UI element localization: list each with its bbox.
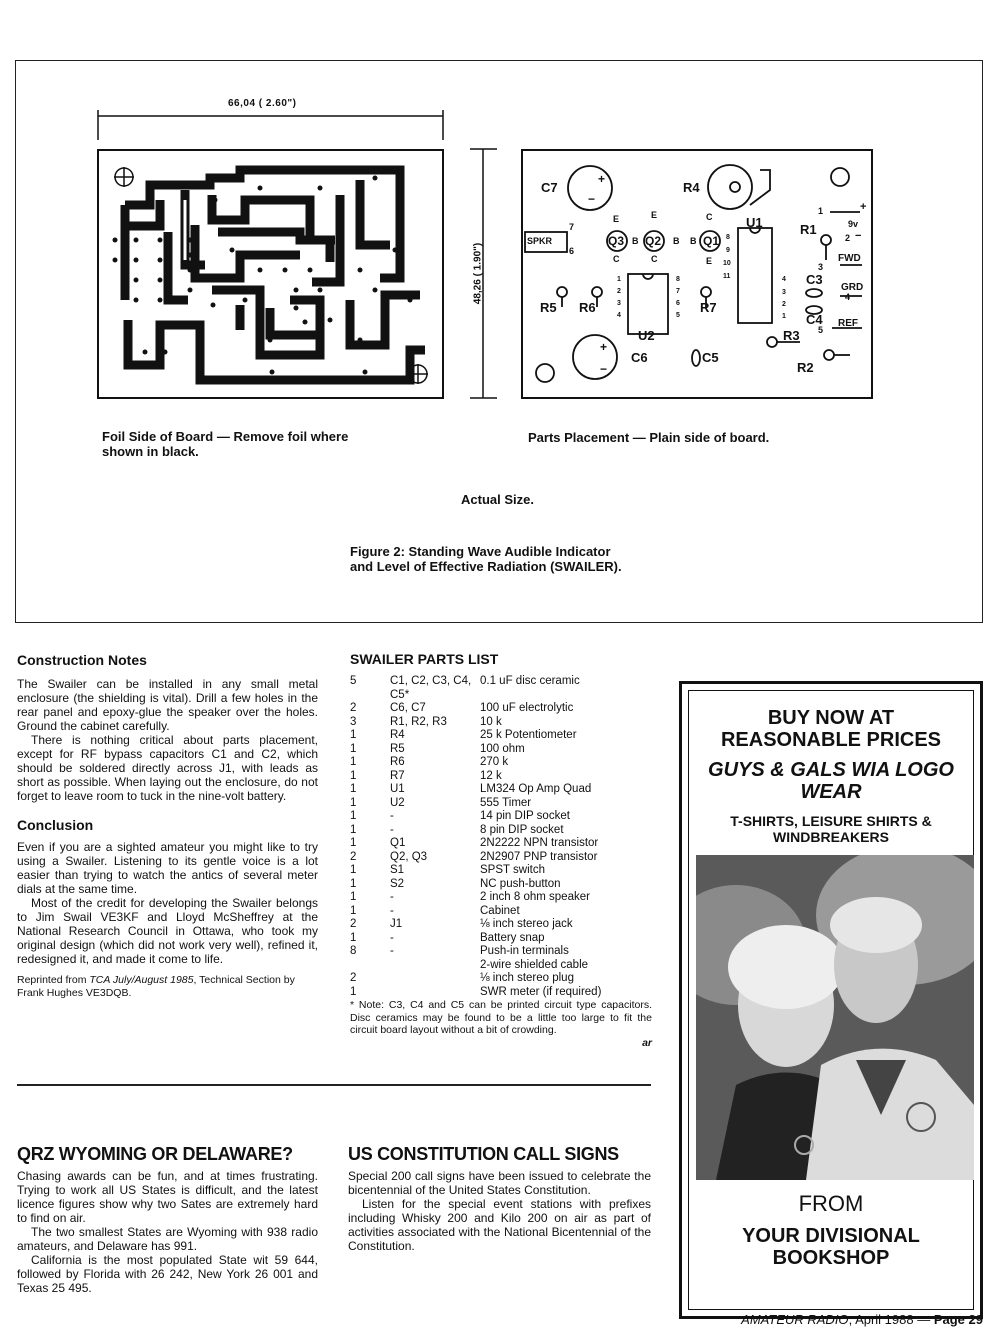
footer-publication: AMATEUR RADIO	[741, 1312, 849, 1327]
us-constitution-p1: Special 200 call signs have been issued to celebrate the bicentennial of the United States Constitution.	[348, 1169, 651, 1197]
pcb-diagrams	[0, 0, 1000, 430]
ad-line2: REASONABLE PRICES	[720, 729, 942, 751]
parts-value: 25 k Potentiometer	[480, 729, 577, 741]
footer-date: , April 1988 —	[848, 1312, 934, 1327]
parts-qty: 1	[350, 823, 357, 836]
conclusion-p2: Most of the credit for developing the Swailer belongs to Jim Swail VE3KF and Lloyd McSheffrey at the National Research Council in Ottawa, who took my original design (which did not work very well), refined it, redesigned it, and made it come to life.	[17, 896, 318, 966]
label-c7: C7	[541, 180, 558, 195]
parts-qty: 5	[350, 675, 357, 687]
parts-value: 10 k	[480, 715, 502, 728]
parts-designator: U2	[390, 796, 405, 809]
parts-qty: 2	[350, 972, 357, 984]
parts-caption: Parts Placement — Plain side of board.	[528, 430, 770, 445]
ad-line8: BOOKSHOP	[772, 1247, 890, 1269]
parts-value: 2N2222 NPN transistor	[480, 837, 599, 849]
parts-list-heading: SWAILER PARTS LIST	[350, 651, 499, 667]
parts-value: 270 k	[480, 756, 509, 768]
label-r4: R4	[683, 180, 700, 195]
qrz-p2: The two smallest States are Wyoming with 938 radio amateurs, and Delaware has 991.	[17, 1225, 318, 1253]
label-q2-c: C	[651, 254, 658, 264]
label-c7-minus: −	[588, 192, 596, 206]
dimension-width-label: 66,04 ( 2.60")	[228, 98, 297, 109]
parts-value: 8 pin DIP socket	[480, 823, 564, 836]
parts-value: SWR meter (if required)	[480, 985, 602, 998]
qrz-p3: California is the most populated State wit 59 644, followed by Florida with 26 242, New York 26 001 and Texas 25 495.	[17, 1253, 318, 1295]
conclusion-heading: Conclusion	[17, 817, 94, 833]
foil-caption	[102, 429, 348, 459]
parts-qty: 8	[350, 945, 357, 957]
parts-note: * Note: C3, C4 and C5 can be printed circuit type capacitors. Disc ceramics may be found to be a little too large to fit the circuit board layout without a bit of crowding.	[350, 999, 652, 1036]
label-pin7-spkr: 7	[569, 222, 575, 232]
parts-value: ⅛ inch stereo jack	[480, 918, 573, 930]
label-u2: U2	[638, 328, 655, 343]
label-fwd: FWD	[838, 253, 861, 264]
label-r2: R2	[797, 360, 814, 375]
parts-value: 2 inch 8 ohm speaker	[480, 891, 590, 903]
label-term-2: 2	[845, 233, 851, 243]
footer-page: Page 29	[933, 1312, 983, 1327]
reprint-prefix: Reprinted from	[17, 974, 90, 986]
parts-designator	[390, 972, 480, 986]
parts-designator: R1, R2, R3	[390, 715, 447, 728]
parts-designator: -	[390, 904, 394, 917]
parts-designator: -	[390, 945, 394, 957]
dimension-height-label: 48,26 ( 1.90")	[472, 242, 484, 305]
figure-title-line2: and Level of Effective Radiation (SWAILER).	[350, 559, 622, 574]
label-q1-c: C	[706, 212, 713, 222]
label-term-5: 5	[818, 325, 824, 335]
parts-row	[350, 729, 652, 743]
parts-row	[350, 851, 652, 865]
label-term-minus: −	[855, 230, 862, 242]
parts-qty: 3	[350, 715, 357, 728]
label-u1-pin8: 8	[726, 234, 730, 241]
parts-row	[350, 783, 652, 797]
parts-designator: J1	[390, 918, 403, 930]
parts-designator: -	[390, 891, 394, 903]
ad-line3: GUYS & GALS WIA LOGO	[708, 759, 954, 781]
label-c6: C6	[631, 350, 648, 365]
label-u1-pin3: 3	[782, 289, 786, 296]
qrz-section	[17, 1144, 318, 1295]
label-u2-pin2: 2	[617, 288, 621, 295]
parts-row	[350, 689, 652, 703]
parts-row	[350, 959, 652, 973]
parts-value: 2N2907 PNP transistor	[480, 850, 598, 863]
parts-designator: S2	[390, 877, 405, 890]
parts-qty: 1	[350, 769, 357, 782]
parts-designator	[390, 986, 480, 1000]
parts-value: 555 Timer	[480, 796, 532, 809]
label-q3: Q3	[608, 234, 625, 248]
label-u1-pin9: 9	[726, 247, 730, 254]
parts-value: ⅛ inch stereo plug	[480, 972, 574, 984]
parts-qty: 1	[350, 985, 357, 998]
parts-row	[350, 932, 652, 946]
label-u1-pin2: 2	[782, 301, 786, 308]
parts-row	[350, 824, 652, 838]
parts-row	[350, 905, 652, 919]
label-q2: Q2	[645, 234, 662, 248]
parts-row	[350, 945, 652, 959]
parts-designator: U1	[390, 783, 405, 795]
us-constitution-heading: US CONSTITUTION CALL SIGNS	[348, 1144, 619, 1164]
parts-designator: C6, C7	[390, 702, 426, 714]
label-c6-minus: −	[600, 362, 608, 376]
label-q1-e: E	[706, 256, 713, 266]
label-q1: Q1	[703, 234, 720, 248]
parts-designator: C5*	[390, 688, 410, 701]
label-c5: C5	[702, 350, 719, 365]
label-r6: R6	[579, 300, 596, 315]
reprint-suffix: , Technical Section by Frank Hughes VE3DQB.	[17, 974, 295, 999]
label-u2-pin7: 7	[676, 288, 680, 295]
section-divider	[17, 1084, 651, 1086]
parts-qty: 1	[350, 783, 357, 795]
label-r1: R1	[800, 222, 817, 237]
parts-qty: 1	[350, 729, 357, 741]
parts-row	[350, 716, 652, 730]
parts-qty: 1	[350, 837, 357, 849]
parts-value: 12 k	[480, 769, 502, 782]
construction-heading: Construction Notes	[17, 652, 147, 668]
ad-line4: WEAR	[800, 781, 862, 803]
parts-qty: 2	[350, 918, 357, 930]
label-grd: GRD	[841, 282, 864, 293]
label-q1-b: B	[690, 236, 697, 246]
parts-designator: -	[390, 810, 394, 822]
ad-line5: T-SHIRTS, LEISURE SHIRTS &	[730, 813, 932, 829]
label-c3: C3	[806, 272, 823, 287]
parts-row	[350, 878, 652, 892]
parts-designator: -	[390, 823, 394, 836]
advertisement-inner	[688, 690, 974, 1310]
parts-list-table	[350, 675, 652, 999]
parts-value: 14 pin DIP socket	[480, 810, 570, 822]
parts-value: Battery snap	[480, 931, 545, 944]
label-pin6-spkr: 6	[569, 246, 575, 256]
label-term-4: 4	[845, 292, 851, 302]
parts-row	[350, 972, 652, 986]
ad-from: FROM	[798, 1191, 864, 1216]
parts-row	[350, 864, 652, 878]
parts-qty: 1	[350, 864, 357, 876]
label-term-plus: +	[860, 201, 867, 213]
foil-caption-line2: shown in black.	[102, 444, 199, 459]
parts-row	[350, 675, 652, 689]
label-c7-plus: +	[598, 172, 606, 186]
label-u1-pin4: 4	[782, 276, 786, 283]
parts-row	[350, 770, 652, 784]
label-q3-b: B	[632, 236, 639, 246]
parts-value: LM324 Op Amp Quad	[480, 783, 592, 795]
page-footer	[741, 1312, 983, 1327]
label-q2-b: B	[673, 236, 680, 246]
parts-designator: R7	[390, 769, 405, 782]
parts-designator	[390, 959, 480, 973]
parts-value: 100 ohm	[480, 742, 525, 755]
parts-row	[350, 743, 652, 757]
parts-value	[480, 689, 652, 703]
advertisement-box	[679, 681, 983, 1319]
label-r7: R7	[700, 300, 717, 315]
parts-designator: C1, C2, C3, C4,	[390, 675, 472, 687]
parts-qty: 2	[350, 702, 357, 714]
parts-value: 2-wire shielded cable	[480, 958, 589, 971]
label-u2-pin8: 8	[676, 276, 680, 283]
parts-row	[350, 797, 652, 811]
parts-qty: 1	[350, 877, 357, 890]
parts-qty: 1	[350, 891, 357, 903]
parts-designator: R5	[390, 742, 405, 755]
label-c6-plus: +	[600, 340, 608, 354]
parts-row	[350, 986, 652, 1000]
ad-line6: WINDBREAKERS	[773, 829, 889, 845]
parts-qty	[350, 959, 390, 973]
foil-caption-line1: Foil Side of Board — Remove foil where	[102, 429, 349, 444]
reprint-source: TCA July/August 1985	[89, 974, 194, 986]
label-u2-pin1: 1	[617, 276, 621, 283]
figure-title	[350, 544, 622, 574]
ad-line1: BUY NOW AT	[767, 707, 895, 729]
parts-value: 0.1 uF disc ceramic	[480, 675, 580, 687]
label-q3-e: E	[613, 214, 620, 224]
qrz-heading: QRZ WYOMING OR DELAWARE?	[17, 1144, 293, 1164]
parts-qty: 1	[350, 796, 357, 809]
label-spkr: SPKR	[527, 236, 553, 246]
parts-row	[350, 702, 652, 716]
label-term-1: 1	[818, 206, 824, 216]
parts-qty: 2	[350, 850, 357, 863]
ad-line7: YOUR DIVISIONAL	[742, 1225, 920, 1247]
parts-qty	[350, 689, 390, 703]
parts-designator: -	[390, 931, 394, 944]
label-c4: C4	[806, 312, 823, 327]
construction-notes-section	[17, 652, 318, 999]
label-9v: 9v	[848, 219, 859, 229]
parts-designator: R6	[390, 756, 405, 768]
parts-qty: 1	[350, 810, 357, 822]
label-ref: REF	[838, 318, 858, 329]
construction-p1: The Swailer can be installed in any small metal enclosure (the shielding is vital). Drill a few holes in the rear panel and epoxy-glue the speaker over the holes. Ground the cabinet carefully.	[17, 677, 318, 733]
parts-designator: Q1	[390, 837, 406, 849]
parts-value: 100 uF electrolytic	[480, 702, 574, 714]
parts-value: Cabinet	[480, 904, 520, 917]
us-constitution-section	[348, 1144, 651, 1253]
construction-p2: There is nothing critical about parts placement, except for RF bypass capacitors C1 and C2, which should be soldered directly across J1, with leads as short as possible. When laying out the enclosure, do not forget to leave room to tuck in the nine-volt battery.	[17, 733, 318, 803]
reprint-credit	[17, 974, 318, 999]
label-r3: R3	[783, 328, 800, 343]
label-u2-pin5: 5	[676, 312, 680, 319]
parts-designator: Q2, Q3	[390, 850, 428, 863]
parts-value: Push-in terminals	[480, 945, 569, 957]
conclusion-p1: Even if you are a sighted amateur you might like to try using a Swailer. Listening to its gentle voice is a lot easier than trying to watch the antics of several meter dials at the same time.	[17, 840, 318, 896]
label-u2-pin4: 4	[617, 312, 621, 319]
ad-photo	[696, 855, 974, 1180]
label-r5: R5	[540, 300, 557, 315]
figure-title-line1: Figure 2: Standing Wave Audible Indicator	[350, 544, 611, 559]
label-term-3: 3	[818, 262, 824, 272]
actual-size-caption: Actual Size.	[461, 492, 534, 507]
parts-list-section	[350, 651, 652, 1049]
ad-photo-illustration	[696, 855, 974, 1180]
parts-row	[350, 810, 652, 824]
parts-value: SPST switch	[480, 864, 545, 876]
label-q2-e: E	[651, 210, 658, 220]
label-u2-pin3: 3	[617, 300, 621, 307]
label-u1-pin11: 11	[723, 273, 731, 280]
parts-row	[350, 837, 652, 851]
parts-qty: 1	[350, 756, 357, 768]
label-q3-c: C	[613, 254, 620, 264]
parts-designator: S1	[390, 864, 405, 876]
parts-row	[350, 918, 652, 932]
parts-designator: R4	[390, 729, 405, 741]
parts-qty: 1	[350, 904, 357, 917]
parts-qty: 1	[350, 742, 357, 755]
qrz-p1: Chasing awards can be fun, and at times frustrating. Trying to work all US States is difficult, and the latest licence figures show why two Sates are extremely hard to find on air.	[17, 1169, 318, 1225]
label-u1: U1	[746, 215, 763, 230]
parts-row	[350, 891, 652, 905]
parts-value: NC push-button	[480, 877, 561, 890]
label-u1-pin10: 10	[723, 260, 731, 267]
parts-qty: 1	[350, 931, 357, 944]
label-u2-pin6: 6	[676, 300, 680, 307]
end-mark: ar	[642, 1036, 652, 1049]
label-u1-pin1: 1	[782, 313, 786, 320]
parts-row	[350, 756, 652, 770]
us-constitution-p2: Listen for the special event stations with prefixes including Whisky 200 and Kilo 200 on air as part of activities associated with the National Bicentennial of the Constitution.	[348, 1197, 651, 1253]
